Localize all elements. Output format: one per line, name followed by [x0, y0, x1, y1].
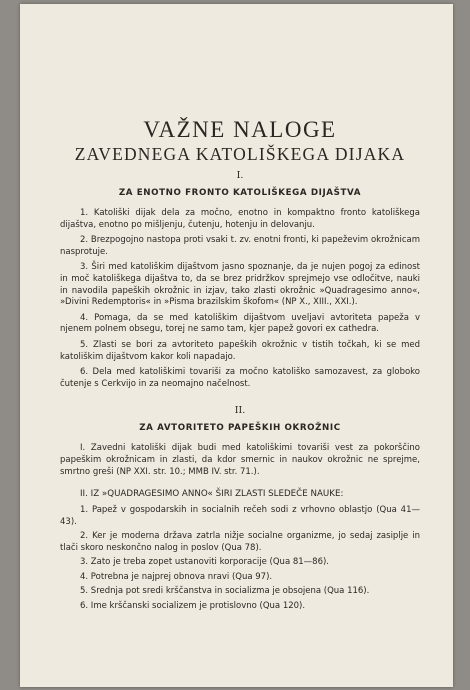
document-body	[60, 117, 420, 615]
section2-item-2: 2. Ker je moderna država zatrla nižje socialne organizme, jo sedaj zasiplje in tlači skoro neskončno nalog in poslov (Qua 78).	[60, 531, 420, 553]
leaflet-page	[20, 4, 453, 687]
section2-intro: I. Zavedni katoliški dijak budi med katoliškimi tovariši vest za pokorščino papeškim okrožnicam in zlasti, da kdor smernic in naukov okrožnic ne sprejme, smrtno greši (NP XXI. str. 10.; MMB IV. str. 71.).	[60, 443, 420, 477]
document-title: VAŽNE NALOGE	[143, 117, 337, 142]
section2-item-6: 6. Ime krščanski socializem je protislovno (Qua 120).	[80, 600, 306, 611]
section1-item-2: 2. Brezpogojno nastopa proti vsaki t. zv. enotni fronti, ki papeževim okrožnicam nasprotuje.	[60, 235, 420, 257]
section1-item-1: 1. Katoliški dijak dela za močno, enotno in kompaktno fronto katoliškega dijaštva, enotno po mišljenju, čutenju, hotenju in delovanju.	[60, 208, 420, 230]
section1-item-6: 6. Dela med katoliškimi tovariši za močno katoliško samozavest, za globoko čutenje s Cerkvijo in za neomajno načelnost.	[60, 367, 420, 389]
section2-subtitle: II. IZ »QUADRAGESIMO ANNO« ŠIRI ZLASTI SLEDEČE NAUKE:	[80, 489, 344, 500]
section-numeral-1: I.	[236, 170, 244, 181]
section2-item-3: 3. Zato je treba zopet ustanoviti korporacije (Qua 81—86).	[80, 557, 329, 568]
section2-item-5: 5. Srednja pot sredi krščanstva in socializma je obsojena (Qua 116).	[80, 586, 370, 597]
document-subtitle: ZAVEDNEGA KATOLIŠKEGA DIJAKA	[74, 144, 406, 164]
section1-item-5: 5. Zlasti se bori za avtoriteto papeških okrožnic v tistih točkah, ki se med katoliškim dijaštvom kakor koli napadajo.	[60, 339, 420, 362]
section-title-2: ZA AVTORITETO PAPEŠKIH OKROŽNIC	[139, 423, 341, 434]
section1-item-4: 4. Pomaga, da se med katoliškim dijaštvom uveljavi avtoriteta papeža v njenem polnem obsegu, torej ne samo tam, kjer papež govori ex cathedra.	[60, 312, 420, 335]
section-numeral-2: II.	[234, 405, 246, 417]
section-title-1: ZA ENOTNO FRONTO KATOLIŠKEGA DIJAŠTVA	[118, 188, 362, 198]
section2-item-4: 4. Potrebna je najprej obnova nravi (Qua 97).	[80, 571, 273, 582]
section1-item-3: 3. Širi med katoliškim dijaštvom jasno spoznanje, da je nujen pogoj za edinost in moč katoliškega dijaštva to, da se brez pridržkov sprejmejo vse odločitve, nauki in navodila papeških okrožnic in izjav, tako zlasti okrožnic »Quadragesimo anno«, »Divini Redemptoris« in »Pisma brazilskim škofom« (NP X., XIII., XXI.).	[60, 262, 420, 308]
section2-item-1: 1. Papež v gospodarskih in socialnih rečeh sodi z vrhovno oblastjo (Qua 41—43).	[60, 505, 420, 527]
